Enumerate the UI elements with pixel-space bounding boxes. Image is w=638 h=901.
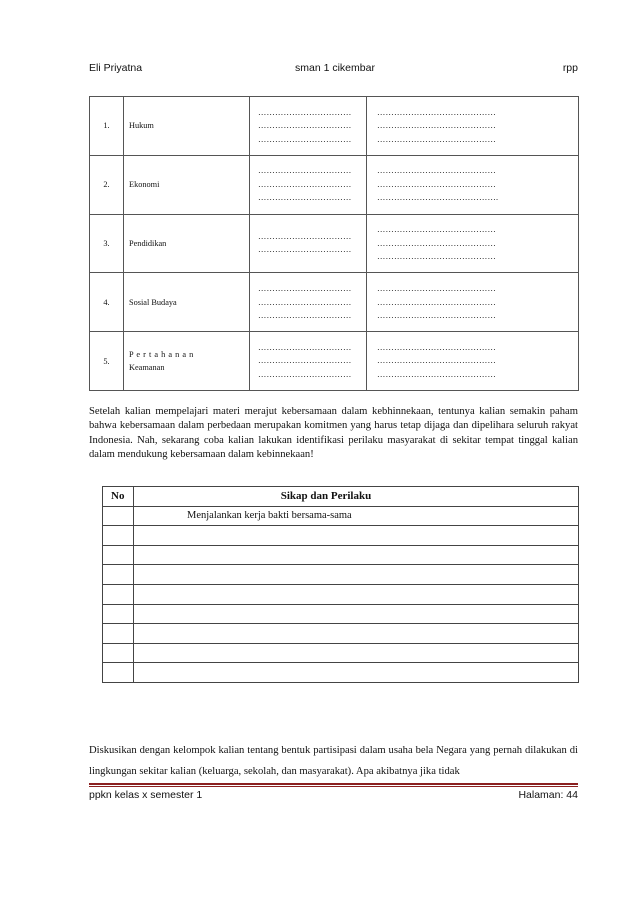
behavior-cell[interactable] (134, 604, 579, 624)
dotted-line: …………………………… (258, 179, 352, 189)
page-header (89, 62, 578, 76)
dotted-line: …………………………………… (377, 369, 496, 379)
dotted-line: …………………………………… (377, 311, 496, 321)
table-row (103, 584, 579, 604)
discussion-paragraph: Diskusikan dengan kelompok kalian tentang bentuk partisipasi dalam usaha bela Negara yang pernah dilakukan di lingkungan sekitar kalian (keluarga, sekolah, dan masyarakat). Apa akibatnya jika tidak (89, 745, 578, 777)
identification-table (89, 96, 579, 391)
row-number-cell[interactable] (103, 526, 134, 546)
row-number-cell[interactable] (103, 663, 134, 683)
row-label-line: Keamanan (129, 363, 165, 373)
row-label: Ekonomi (124, 155, 250, 214)
table-row (103, 565, 579, 585)
dotted-line: …………………………………… (377, 252, 496, 262)
table-row (103, 663, 579, 683)
dotted-line: …………………………… (258, 166, 352, 176)
behavior-cell[interactable] (134, 545, 579, 565)
row-number: 2. (90, 155, 124, 214)
dotted-line: …………………………………… (377, 121, 496, 131)
dotted-line: …………………………………… (377, 284, 496, 294)
row-number-cell[interactable] (103, 584, 134, 604)
table-row (90, 332, 579, 391)
dotted-line: …………………………………… (377, 166, 496, 176)
table-row (90, 273, 579, 332)
instruction-paragraph: Setelah kalian mempelajari materi merajut kebersamaan dalam kebhinnekaan, tentunya kalian semakin paham bahwa kebersamaan dalam perbedaan merupakan komitmen yang harus tetap dijaga dan dipelihara seluruh rakyat Indonesia. Nah, sekarang coba kalian lakukan identifikasi perilaku masyarakat di sekitar tempat tinggal kalian dalam mendukung kebersamaan dalam kebinnekaan! (89, 406, 578, 461)
dotted-fill-column[interactable] (367, 214, 579, 273)
dotted-line: …………………………………… (377, 297, 496, 307)
table-header-row (103, 487, 579, 507)
row-number-cell[interactable] (103, 624, 134, 644)
dotted-line: …………………………… (258, 245, 352, 255)
behavior-cell[interactable] (134, 643, 579, 663)
row-number-cell[interactable] (103, 545, 134, 565)
behavior-cell[interactable] (134, 663, 579, 683)
dotted-line: …………………………… (258, 342, 352, 352)
header-doc-type: rpp (562, 62, 578, 74)
table-row (90, 97, 579, 156)
dotted-fill-column[interactable] (367, 273, 579, 332)
dotted-fill-column[interactable] (250, 214, 367, 273)
dotted-line: …………………………… (258, 107, 352, 117)
table-row (90, 214, 579, 273)
header-no: No (103, 487, 134, 507)
table-row (90, 155, 579, 214)
dotted-fill-column[interactable] (250, 97, 367, 156)
dotted-line: …………………………………… (377, 179, 496, 189)
table-row (103, 545, 579, 565)
row-number: 4. (90, 273, 124, 332)
behavior-cell[interactable]: Menjalankan kerja bakti bersama-sama (134, 506, 579, 526)
dotted-fill-column[interactable] (367, 97, 579, 156)
behavior-cell[interactable] (134, 565, 579, 585)
dotted-line: …………………………… (258, 193, 352, 203)
dotted-fill-column[interactable] (367, 332, 579, 391)
row-number-cell[interactable] (103, 643, 134, 663)
table-row (103, 526, 579, 546)
row-number-cell[interactable] (103, 506, 134, 526)
dotted-line: …………………………… (258, 369, 352, 379)
dotted-line: …………………………………… (377, 107, 496, 117)
behavior-cell[interactable] (134, 526, 579, 546)
header-title: Sikap dan Perilaku (134, 487, 579, 507)
dotted-line: …………………………………… (377, 134, 496, 144)
page-footer (89, 789, 578, 803)
dotted-line: …………………………… (258, 134, 352, 144)
dotted-line: …………………………………… (377, 356, 496, 366)
row-number-cell[interactable] (103, 604, 134, 624)
dotted-line: …………………………… (258, 121, 352, 131)
dotted-line: …………………………… (258, 297, 352, 307)
header-school: sman 1 cikembar (295, 62, 375, 74)
header-author: Eli Priyatna (89, 62, 143, 74)
table-row (103, 643, 579, 663)
row-number: 1. (90, 97, 124, 156)
dotted-fill-column[interactable] (250, 332, 367, 391)
dotted-line: ……………………………………. (377, 193, 499, 203)
dotted-fill-column[interactable] (250, 273, 367, 332)
table-row (103, 506, 579, 526)
behavior-cell[interactable] (134, 624, 579, 644)
dotted-line: …………………………………… (377, 238, 496, 248)
dotted-line: …………………………… (258, 356, 352, 366)
row-label (124, 332, 250, 391)
dotted-fill-column[interactable] (250, 155, 367, 214)
row-label: Sosial Budaya (124, 273, 250, 332)
row-number: 3. (90, 214, 124, 273)
footer-rule (89, 783, 578, 785)
dotted-line: …………………………………… (377, 342, 496, 352)
footer-rule (89, 786, 578, 787)
row-number: 5. (90, 332, 124, 391)
dotted-line: …………………………… (258, 284, 352, 294)
row-label: Hukum (124, 97, 250, 156)
behavior-table (102, 486, 579, 683)
page-number: Halaman: 44 (518, 789, 578, 801)
dotted-line: …………………………………… (377, 225, 496, 235)
row-number-cell[interactable] (103, 565, 134, 585)
dotted-fill-column[interactable] (367, 155, 579, 214)
dotted-line: …………………………… (258, 231, 352, 241)
footer-course: ppkn kelas x semester 1 (89, 789, 203, 801)
row-label: Pendidikan (124, 214, 250, 273)
table-row (103, 624, 579, 644)
row-label-line: P e r t a h a n a n (129, 350, 194, 360)
dotted-line: …………………………… (258, 311, 352, 321)
table-row (103, 604, 579, 624)
behavior-cell[interactable] (134, 584, 579, 604)
